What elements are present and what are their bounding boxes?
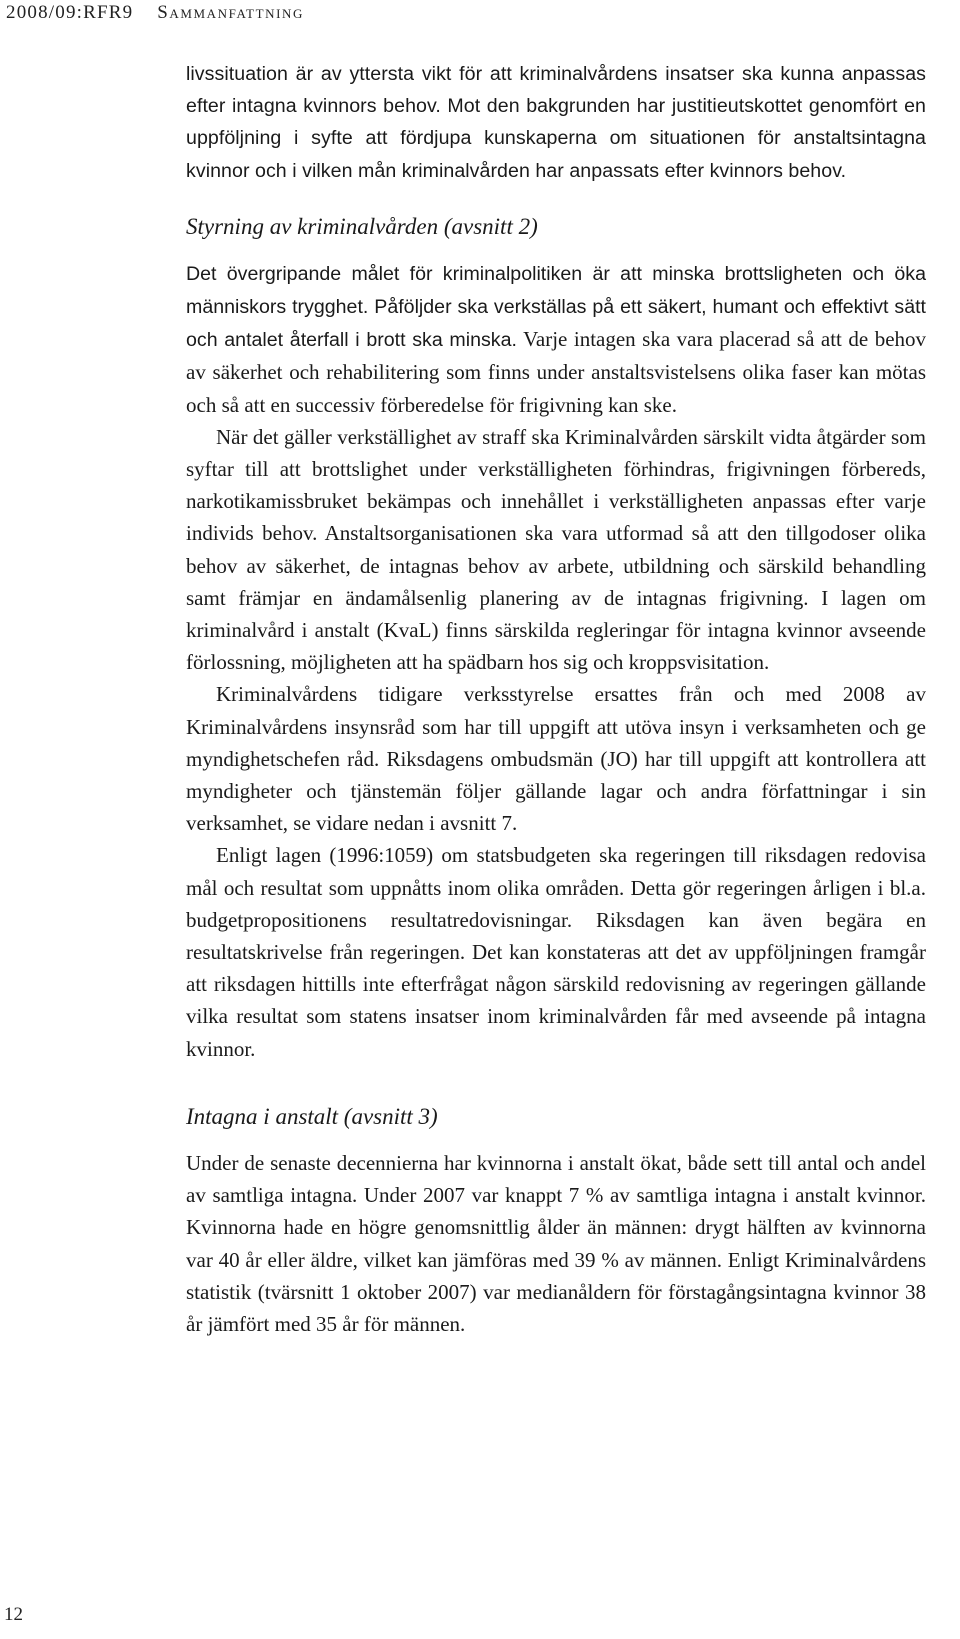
spacer	[186, 187, 926, 211]
text-column	[186, 58, 926, 1340]
intro-paragraph: livssituation är av yttersta vikt för att kriminalvårdens insatser ska kunna anpassas efter intagna kvinnors behov. Mot den bakgrunden har justitieutskottet genomfört en uppföljning i syfte att fördjupa kunskaperna om situationen för anstaltsintagna kvinnor och i vilken mån kriminalvården har anpassats efter kvinnors behov.	[186, 63, 926, 182]
section-title: Sammanfattning	[157, 2, 305, 23]
spacer	[186, 1133, 926, 1147]
report-id: 2008/09:RFR9	[6, 2, 134, 23]
section-heading-3: Intagna i anstalt (avsnitt 3)	[186, 1103, 438, 1129]
header-separator	[139, 2, 151, 23]
section-2-paragraph-4: Enligt lagen (1996:1059) om statsbudgeten ska regeringen till riksdagen redovisa mål och resultat som uppnåtts inom olika områden. Detta gör regeringen årligen i bl.a. budgetpropositionens resultatredovisningar. Riksdagen kan även begära en resultatskrivelse från regeringen. Det kan konstateras att det av uppföljningen framgår att riksdagen hittills inte efterfrågat någon särskild redovisning av regeringen gällande vilka resultat som statens insatser inom kriminalvården får med avseende på intagna kvinnor.	[186, 843, 926, 1061]
spacer	[186, 243, 926, 257]
page-number: 12	[4, 1604, 23, 1625]
section-2-paragraph-2: När det gäller verkställighet av straff ska Kriminalvården särskilt vidta åtgärder som syftar till att brottslighet under verkställigheten förhindras, frigivningen förbereds, narkotikamissbruket bekämpas och innehållet i verkställigheten anpassas efter varje individs behov. Anstaltsorganisationen ska vara utformad så att den tillgodoser olika behov av säkerhet, de intagnas behov av arbete, utbildning och särskild behandling samt främjar en ändamålsenlig planering av de intagnas frigivning. I lagen om kriminalvård i anstalt (KvaL) finns särskilda regleringar för intagna kvinnor avseende förlossning, möjligheten att ha spädbarn hos sig och kroppsvisitation.	[186, 424, 926, 675]
section-2-paragraph-1-rest: Varje intagen ska vara placerad så att de behov av säkerhet och rehabilitering som finns under anstaltsvistelsens olika faser kan mötas och så att en successiv förberedelse för frigivning kan ske.	[186, 327, 927, 417]
section-2-paragraph-1	[186, 257, 926, 421]
section-2-paragraph-3: Kriminalvårdens tidigare verksstyrelse ersattes från och med 2008 av Kriminalvårdens insynsråd som har till uppgift att utöva insyn i verksamheten och ge myndighetschefen råd. Riksdagens ombudsmän (JO) har till uppgift att kontrollera att myndigheter och tjänstemän följer gällande lagar och andra författningar i sin verksamhet, se vidare nedan i avsnitt 7.	[186, 682, 926, 836]
section-2-paragraph-1-sans: Det övergripande målet för kriminalpolitiken är att minska brottsligheten och öka människors trygghet. Påföljder ska verkställas på ett säkert, humant och effektivt sätt och antalet återfall i brott ska minska.	[186, 262, 926, 352]
section-heading-2: Styrning av kriminalvården (avsnitt 2)	[186, 213, 538, 239]
spacer	[186, 1065, 926, 1101]
running-header	[6, 2, 304, 24]
section-3-paragraph-1: Under de senaste decennierna har kvinnorna i anstalt ökat, både sett till antal och andel av samtliga intagna. Under 2007 var knappt 7 % av samtliga intagna i anstalt kvinnor. Kvinnorna hade en högre genomsnittlig ålder än männen: drygt hälften av kvinnorna var 40 år eller äldre, vilket kan jämföras med 39 % av männen. Enligt Kriminalvårdens statistik (tvärsnitt 1 oktober 2007) var medianåldern för förstagångsintagna kvinnor 38 år jämfört med 35 år för männen.	[186, 1150, 926, 1336]
